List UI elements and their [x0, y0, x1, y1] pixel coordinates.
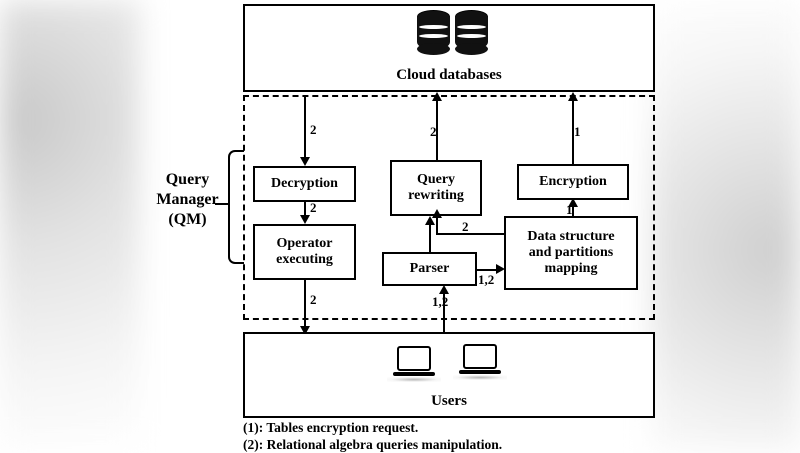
users-label: Users	[431, 393, 467, 410]
operator-executing-label-line-1: Operator	[276, 236, 333, 252]
arrowhead-up	[425, 216, 435, 225]
users-box	[243, 332, 655, 418]
parser-node	[382, 252, 477, 286]
qm-label-line-2: Manager	[156, 191, 219, 208]
query-rewriting-label-line-2: rewriting	[408, 188, 464, 203]
edge-label-encryption-to-cloud: 1	[574, 124, 581, 139]
operator-executing-node	[253, 224, 356, 280]
decryption-label: Decryption	[271, 176, 338, 192]
database-cylinder-icon	[417, 10, 450, 56]
arrowhead-up	[439, 285, 449, 294]
edge-label-decryption-to-operator: 2	[310, 200, 317, 215]
edge-mapping-to-queryrewriting-riser	[436, 216, 438, 234]
qm-label-line-1: Query	[165, 171, 210, 188]
edge-parser-to-queryrewriting	[429, 224, 431, 253]
laptop-icon	[459, 344, 501, 380]
arrowhead-down	[300, 215, 310, 224]
edge-label-mapping-to-queryrewriting: 2	[462, 219, 469, 234]
edge-label-users-to-parser: 1,2	[432, 294, 449, 309]
edge-label-operator-to-users: 2	[310, 292, 317, 307]
database-icons-group	[417, 8, 491, 60]
encryption-label: Encryption	[539, 174, 607, 190]
decryption-node	[253, 166, 356, 202]
edge-label-cloud-to-decryption: 2	[310, 122, 317, 137]
data-structure-mapping-node	[504, 216, 638, 290]
mapping-label-line-2: and partitions	[528, 245, 614, 261]
query-rewriting-node	[390, 160, 482, 216]
encryption-node	[517, 164, 629, 200]
arrowhead-up	[432, 92, 442, 101]
edge-operator-to-users	[304, 280, 306, 332]
legend-line-1: (1): Tables encryption request.	[243, 420, 419, 435]
arrowhead-up	[568, 92, 578, 101]
query-rewriting-label-line-1: Query	[416, 172, 456, 188]
legend-line-2: (2): Relational algebra queries manipulation.	[243, 437, 503, 452]
database-cylinder-icon	[455, 10, 488, 56]
edge-decryption-to-operator	[304, 202, 306, 215]
mapping-label-line-3: mapping	[544, 260, 598, 276]
edge-label-mapping-to-encryption: 1	[566, 202, 573, 217]
edge-label-parser-to-mapping: 1,2	[478, 272, 495, 287]
edge-parser-to-mapping	[477, 269, 497, 271]
edge-mapping-to-queryrewriting	[436, 233, 506, 235]
edge-label-queryrewriting-to-cloud: 2	[430, 124, 437, 139]
mapping-label-line-1: Data structure	[527, 229, 615, 245]
arrowhead-right	[496, 264, 505, 274]
arrowhead-down	[300, 157, 310, 166]
query-manager-label	[140, 170, 235, 230]
operator-executing-label-line-2: executing	[276, 252, 333, 267]
cloud-databases-label: Cloud databases	[396, 67, 502, 84]
qm-label-line-3: (QM)	[168, 211, 207, 228]
laptop-icon	[393, 346, 435, 382]
edge-cloud-to-decryption	[304, 95, 306, 157]
parser-label: Parser	[409, 261, 450, 277]
